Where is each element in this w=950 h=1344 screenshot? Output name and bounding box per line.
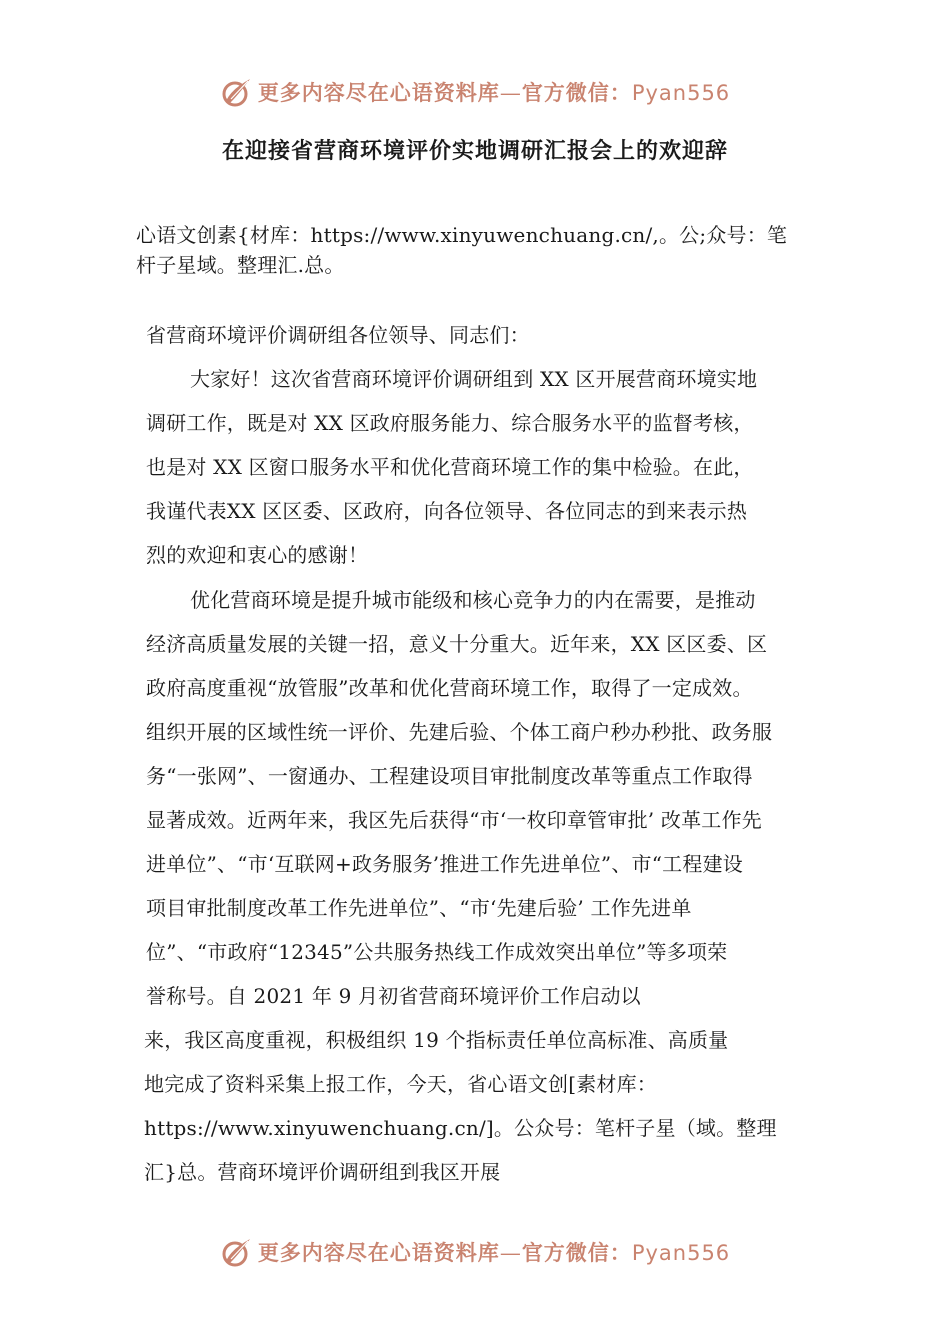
footer-brand: 更多内容尽在心语资料库 [257,1240,500,1265]
paragraph-line: 誉称号。自 2021 年 9 月初省营商环境评价工作启动以 [146,984,641,1008]
paragraph-line: 调研工作，既是对 XX 区政府服务能力、综合服务水平的监督考核， [146,411,754,435]
header-text [258,77,730,107]
footer-banner [0,1232,950,1272]
paragraph-line: 我谨代表XX 区区委、区政府，向各位领导、各位同志的到来表示热 [146,499,748,523]
salutation: 省营商环境评价调研组各位领导、同志们： [146,323,530,347]
paragraph-line: 烈的欢迎和衷心的感谢！ [146,543,369,567]
source-line: 杆子星域。整理汇.总。 [136,253,345,277]
pen-logo-icon [220,75,254,109]
paragraph-line: 地完成了资料采集上报工作，今天，省心语文创[素材库： [144,1072,658,1096]
header-separator: — [499,81,522,105]
footer-wechat-id: Pyan556 [631,1241,731,1265]
paragraph-line: 来，我区高度重视，积极组织 19 个指标责任单位高标准、高质量 [144,1028,729,1052]
paragraph-line: 大家好！这次省营商环境评价调研组到 XX 区开展营商环境实地 [190,367,758,391]
paragraph-line: 务“一张网”、一窗通办、工程建设项目审批制度改革等重点工作取得 [146,764,753,788]
paragraph-line: https://www.xinyuwenchuang.cn/]。公众号：笔杆子星（域。整理 [144,1116,777,1140]
paragraph-line: 项目审批制度改革工作先进单位”、“市‘先建后验’ 工作先进单 [146,896,692,920]
source-line: 心语文创素{材库：https://www.xinyuwenchuang.cn/,。公;众号：笔 [136,223,788,247]
paragraph-line: 优化营商环境是提升城市能级和核心竞争力的内在需要，是推动 [190,588,756,612]
document-title: 在迎接省营商环境评价实地调研汇报会上的欢迎辞 [221,139,728,164]
header-banner [0,72,950,112]
paragraph-line: 位”、“市政府“12345”公共服务热线工作成效突出单位”等多项荣 [146,940,728,964]
pen-logo-icon [220,1235,254,1269]
paragraph-line: 经济高质量发展的关键一招，意义十分重大。近年来，XX 区区委、区 [146,632,768,656]
paragraph-line: 也是对 XX 区窗口服务水平和优化营商环境工作的集中检验。在此， [146,455,754,479]
footer-separator: — [499,1241,522,1265]
paragraph-line: 汇}总。营商环境评价调研组到我区开展 [144,1160,501,1184]
paragraph-line: 政府高度重视“放管服”改革和优化营商环境工作，取得了一定成效。 [146,676,753,700]
header-wechat-label: 官方微信： [521,80,632,105]
footer-text [258,1237,730,1267]
paragraph-line: 进单位”、“市‘互联网+政务服务’推进工作先进单位”、市“工程建设 [146,852,743,876]
header-wechat-id: Pyan556 [631,81,731,105]
paragraph-line: 组织开展的区域性统一评价、先建后验、个体工商户秒办秒批、政务服 [146,720,773,744]
paragraph-line: 显著成效。近两年来，我区先后获得“市‘一枚印章管审批’ 改革工作先 [146,808,762,832]
header-brand: 更多内容尽在心语资料库 [257,80,500,105]
footer-wechat-label: 官方微信： [521,1240,632,1265]
